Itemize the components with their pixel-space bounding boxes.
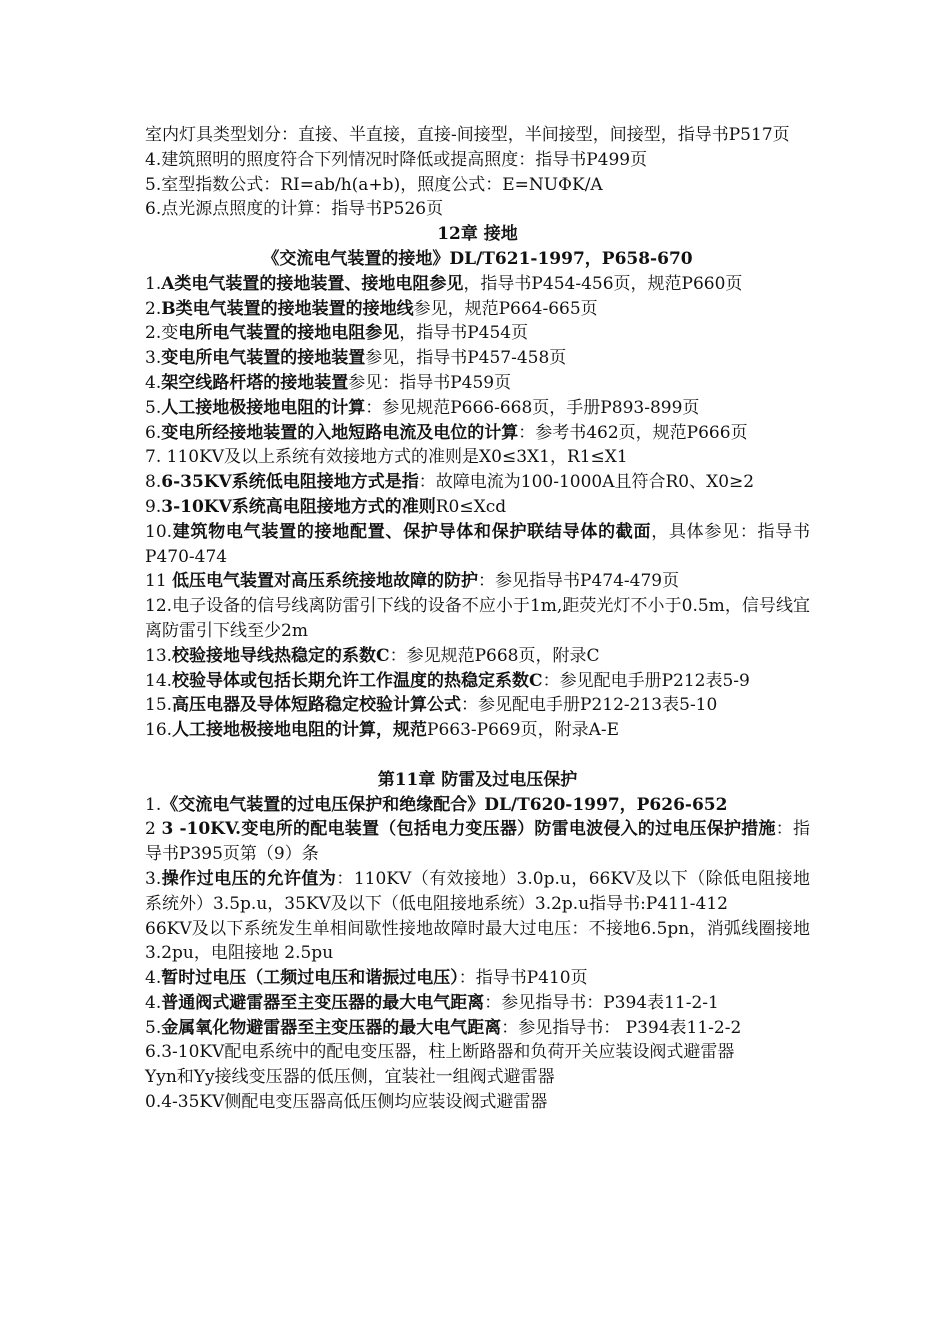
text-span: P663-P669页，附录A-E	[427, 720, 619, 741]
text-span: 参见，规范P664-665页	[413, 298, 598, 319]
bold-text-span: 6-35KV系统低电阻接地方式是指	[161, 472, 419, 493]
text-paragraph	[145, 1040, 810, 1065]
bold-text-span: 电所电气装置的接地电阻参见	[178, 323, 400, 344]
text-paragraph	[145, 669, 810, 694]
bold-text-span: 《交流电气装置的接地》DL/T621-1997，P658-670	[262, 248, 693, 269]
text-span: 10.	[145, 521, 173, 542]
text-span: 2	[145, 819, 162, 840]
text-paragraph	[145, 346, 810, 371]
text-paragraph	[145, 445, 810, 470]
text-span: 4.	[145, 968, 162, 989]
text-span: 6.	[145, 422, 162, 443]
text-span: 5.室型指数公式：RI=ab/h(a+b)，照度公式：E=NUΦK/A	[145, 174, 603, 195]
text-span: 6.3-10KV配电系统中的配电变压器，柱上断路器和负荷开关应装设阀式避雷器	[145, 1042, 735, 1063]
text-paragraph	[145, 693, 810, 718]
bold-text-span: A类电气装置的接地装置、接地电阻参见	[161, 273, 464, 294]
text-span: ：故障电流为100-1000A且符合R0、X0≥2	[418, 472, 755, 493]
text-paragraph	[145, 173, 810, 198]
bold-text-span: 普通阀式避雷器至主变压器的最大电气距离	[161, 992, 485, 1013]
text-paragraph	[145, 966, 810, 991]
text-span: Yyn和Yy接线变压器的低压侧，宜装社一组阀式避雷器	[145, 1067, 555, 1088]
text-span: ：参见指导书：P394表11-2-1	[484, 992, 719, 1013]
bold-text-span: 金属氧化物避雷器至主变压器的最大电气距离	[161, 1017, 502, 1038]
text-paragraph	[145, 817, 810, 867]
section-heading	[145, 247, 810, 272]
text-span: 4.建筑照明的照度符合下列情况时降低或提高照度：指导书P499页	[145, 149, 648, 170]
text-span: ，指导书P454页	[399, 323, 529, 344]
text-paragraph	[145, 594, 810, 644]
text-span: 2.变	[145, 323, 179, 344]
text-paragraph	[145, 644, 810, 669]
text-span: 4.	[145, 992, 162, 1013]
text-span: ：参见规范P666-668页，手册P893-899页	[365, 397, 700, 418]
bold-text-span: 校验导体或包括长期允许工作温度的热稳定系数C	[172, 670, 543, 691]
text-paragraph	[145, 1016, 810, 1041]
bold-text-span: 《交流电气装置的过电压保护和绝缘配合》DL/T620-1997，P626-652	[161, 794, 728, 815]
text-paragraph	[145, 321, 810, 346]
text-span: 3.	[145, 868, 162, 889]
text-span: ：参见配电手册P212表5-9	[542, 670, 750, 691]
text-span: R0≤Xcd	[435, 496, 507, 517]
text-span: 室内灯具类型划分：直接、半直接，直接-间接型，半间接型，间接型，指导书P517页	[145, 125, 790, 145]
text-span: ：参见指导书P474-479页	[478, 571, 680, 592]
text-span: 1.	[145, 273, 162, 294]
bold-text-span: B类电气装置的接地装置的接地线	[161, 298, 414, 319]
bold-text-span: 架空线路杆塔的接地装置	[161, 372, 349, 393]
text-paragraph	[145, 272, 810, 297]
text-span: 16.	[145, 720, 173, 741]
text-span: 7. 110KV及以上系统有效接地方式的准则是X0≤3X1，R1≤X1	[145, 447, 628, 468]
text-paragraph	[145, 371, 810, 396]
text-paragraph	[145, 123, 810, 148]
text-paragraph	[145, 470, 810, 495]
text-span: 1.	[145, 794, 162, 815]
text-span: 8.	[145, 472, 162, 493]
blank-line	[145, 743, 810, 768]
text-span: 参见，指导书P457-458页	[365, 348, 567, 369]
text-span: 9.	[145, 496, 162, 517]
text-span: ：指导书P395页第（9）条	[145, 819, 811, 865]
text-span: 2.	[145, 298, 162, 319]
text-span: ：参见规范P668页，附录C	[389, 645, 600, 666]
text-paragraph	[145, 1090, 810, 1115]
text-span: ：参见指导书： P394表11-2-2	[501, 1017, 742, 1038]
text-paragraph	[145, 396, 810, 421]
text-paragraph	[145, 1065, 810, 1090]
text-paragraph	[145, 495, 810, 520]
bold-text-span: 校验接地导线热稳定的系数C	[172, 645, 390, 666]
bold-text-span: 低压电气装置对高压系统接地故障的防护	[172, 571, 479, 592]
text-span: 13.	[145, 645, 173, 666]
text-span: 14.	[145, 670, 173, 691]
text-paragraph	[145, 197, 810, 222]
bold-text-span: 第11章 防雷及过电压保护	[377, 769, 578, 790]
text-paragraph	[145, 991, 810, 1016]
text-span: ：参见配电手册P212-213表5-10	[461, 695, 718, 716]
text-span: ：110KV（有效接地）3.0p.u，66KV及以下（除低电阻接地系统外）3.5p.u，35KV及以下（低电阻接地系统）3.2p.u指导书:P411-412	[145, 868, 811, 914]
text-span: 66KV及以下系统发生单相间歇性接地故障时最大过电压：不接地6.5pn，消弧线圈接地 3.2pu，电阻接地 2.5pu	[145, 918, 810, 964]
bold-text-span: 人工接地极接地电阻的计算	[161, 397, 366, 418]
text-span: 11	[145, 571, 173, 592]
text-span: 5.	[145, 397, 162, 418]
text-paragraph	[145, 867, 810, 917]
bold-text-span: 建筑物电气装置的接地配置、保护导体和保护联结导体的截面	[172, 521, 652, 542]
section-heading	[145, 768, 810, 793]
text-paragraph	[145, 793, 810, 818]
text-span: 4.	[145, 372, 162, 393]
text-span: ：参考书462页，规范P666页	[518, 422, 748, 443]
text-paragraph	[145, 569, 810, 594]
bold-text-span: 暂时过电压（工频过电压和谐振过电压）	[161, 968, 459, 989]
text-span: 12.电子设备的信号线离防雷引下线的设备不应小于1m,距荧光灯不小于0.5m，信号线宜离防雷引下线至少2m	[145, 596, 810, 641]
text-paragraph	[145, 520, 810, 570]
section-heading	[145, 222, 810, 247]
bold-text-span: 操作过电压的允许值为	[161, 868, 337, 889]
text-paragraph	[145, 917, 810, 967]
document-body	[145, 123, 810, 1115]
text-paragraph	[145, 148, 810, 173]
text-span: 参见：指导书P459页	[348, 372, 512, 393]
text-span: 15.	[145, 695, 173, 716]
text-span: ：指导书P410页	[458, 968, 588, 989]
bold-text-span: 变电所经接地装置的入地短路电流及电位的计算	[161, 422, 519, 443]
bold-text-span: 高压电器及导体短路稳定校验计算公式	[172, 695, 462, 716]
text-span: 6.点光源点照度的计算：指导书P526页	[145, 199, 444, 220]
text-span: ，指导书P454-456页，规范P660页	[463, 273, 743, 294]
text-span: 0.4-35KV侧配电变压器高低压侧均应装设阀式避雷器	[145, 1092, 548, 1113]
text-span: 3.	[145, 348, 162, 369]
bold-text-span: 3-10KV系统高电阻接地方式的准则	[161, 496, 436, 517]
text-span: 5.	[145, 1017, 162, 1038]
text-paragraph	[145, 718, 810, 743]
bold-text-span: 3 -10KV.变电所的配电装置（包括电力变压器）防雷电波侵入的过电压保护措施	[161, 819, 776, 840]
bold-text-span: 人工接地极接地电阻的计算，规范	[172, 720, 428, 741]
text-span: ，具体参见：指导书P470-474	[145, 521, 811, 567]
bold-text-span: 变电所电气装置的接地装置	[161, 348, 366, 369]
bold-text-span: 12章 接地	[437, 224, 518, 245]
text-paragraph	[145, 421, 810, 446]
text-paragraph	[145, 297, 810, 322]
